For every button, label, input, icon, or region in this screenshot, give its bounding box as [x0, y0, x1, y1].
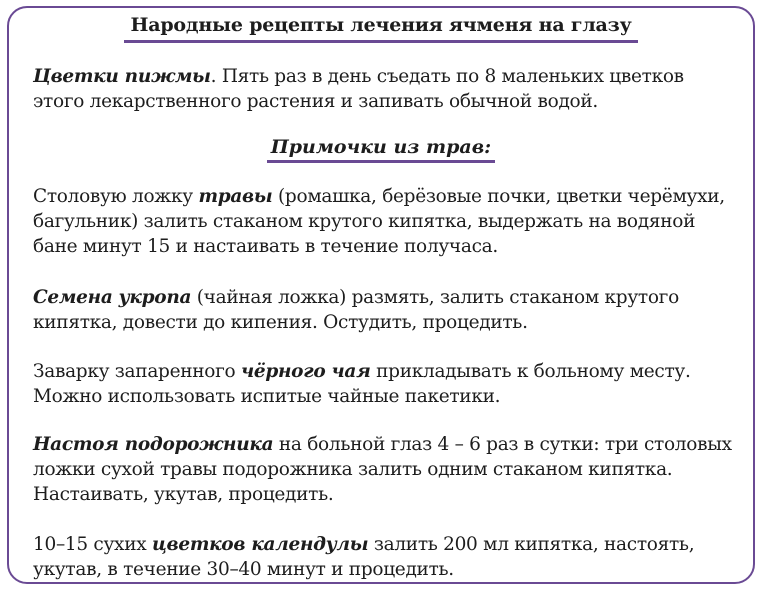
paragraph-herbs-pre: Столовую ложку [33, 186, 199, 207]
title-wrap [9, 14, 753, 43]
paragraph-plantain-text: на больной глаз 4 – 6 раз в сутки: три столовых ложки сухой травы подорожника залить одним стаканом кипятка. Настаивать, укутав, процедить. [33, 434, 732, 505]
paragraph-tea [33, 359, 737, 409]
paragraph-herbs-text: (ромашка, берёзовые почки, цветки черёмухи, багульник) залить стаканом крутого кипятка, выдержать на водяной бане минут 15 и настаивать в течение получаса. [33, 186, 725, 257]
paragraph-tansy [33, 64, 737, 114]
paragraph-calendula-pre: 10–15 сухих [33, 534, 152, 555]
paragraph-dill-text: (чайная ложка) размять, залить стаканом крутого кипятка, довести до кипения. Остудить, процедить. [33, 287, 679, 333]
paragraph-dill-heading: Семена укропа [33, 287, 192, 308]
paragraph-calendula [33, 532, 737, 582]
recipe-card [7, 6, 755, 584]
paragraph-tea-heading: чёрного чая [240, 361, 371, 382]
paragraph-herbs [33, 184, 737, 259]
paragraph-dill [33, 285, 737, 335]
paragraph-tansy-text: . Пять раз в день съедать по 8 маленьких цветков этого лекарственного растения и запивать обычной водой. [33, 66, 684, 112]
paragraph-tansy-heading: Цветки пижмы [33, 66, 211, 87]
paragraph-calendula-text: залить 200 мл кипятка, настоять, укутав, в течение 30–40 минут и процедить. [33, 534, 695, 580]
paragraph-herbs-heading: травы [198, 186, 273, 207]
page-title: Народные рецепты лечения ячменя на глазу [124, 14, 637, 43]
subtitle-wrap [9, 136, 753, 163]
paragraph-tea-pre: Заварку запаренного [33, 361, 241, 382]
paragraph-calendula-heading: цветков календулы [151, 534, 369, 555]
paragraph-plantain [33, 432, 737, 507]
section-subtitle: Примочки из трав: [267, 136, 495, 163]
paragraph-tea-text: прикладывать к больному месту. Можно использовать испитые чайные пакетики. [33, 361, 691, 407]
paragraph-plantain-heading: Настоя подорожника [33, 434, 274, 455]
